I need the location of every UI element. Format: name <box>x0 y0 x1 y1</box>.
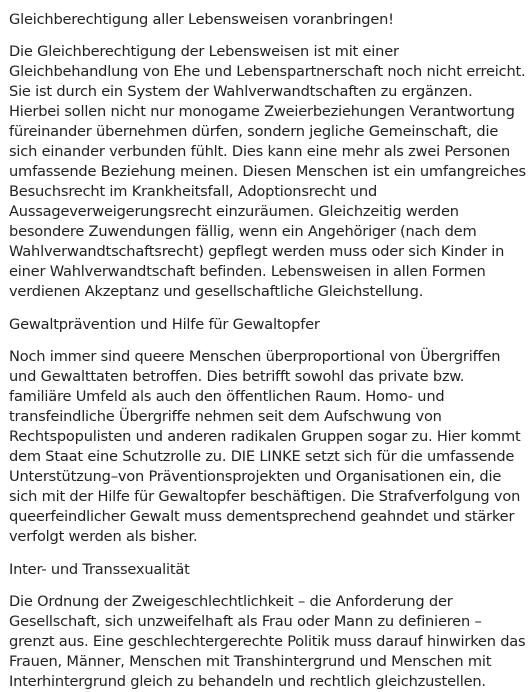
paragraph-inter-transsexualitaet: Die Ordnung der Zweigeschlechtlichkeit – die Anforderung der Gesellschaft, sich unzweifelhaft als Frau oder Mann zu definieren – grenzt aus. Eine geschlechtergerechte Politik muss darauf hinwirken das Frauen, Männer, Menschen mit Transhintergrund und Menschen mit Interhintergrund gleich zu behandeln und rechtlich gleichzustellen. <box>9 593 526 690</box>
section-title-gleichberechtigung: Gleichberechtigung aller Lebensweisen voranbringen! <box>9 11 394 28</box>
paragraph-gleichberechtigung: Die Gleichberechtigung der Lebensweisen ist mit einer Gleichbehandlung von Ehe und Lebenspartnerschaft noch nicht erreicht. Sie ist durch ein System der Wahlverwandtschaften zu ergänzen. Hierbei sollen nicht nur monogame Zweierbeziehungen Verantwortung füreinander übernehmen dürfen, sondern jegliche Gemeinschaft, die sich einander verbunden fühlt. Dies kann eine mehr als zwei Personen umfassende Beziehung meinen. Diesen Menschen ist ein umfangreiches Besuchsrecht im Krankheitsfall, Adoptionsrecht und Aussageverweigerungsrecht einzuräumen. Gleichzeitig werden besondere Zuwendungen fällig, wenn ein Angehöriger (nach dem Wahlverwandtschaftsrecht) gepflegt werden muss oder sich Kinder in einer Wahlverwandtschaft befinden. Lebensweisen in allen Formen verdienen Akzeptanz und gesellschaftliche Gleichstellung. <box>9 43 526 300</box>
section-title-gewaltpraevention: Gewaltprävention und Hilfe für Gewaltopfer <box>9 316 320 333</box>
paragraph-gewaltpraevention: Noch immer sind queere Menschen überproportional von Übergriffen und Gewalttaten betroffen. Dies betrifft sowohl das private bzw. familiäre Umfeld als auch den öffentlichen Raum. Homo- und transfeindliche Übergriffe nehmen seit dem Aufschwung von Rechtspopulisten und anderen radikalen Gruppen sogar zu. Hier kommt dem Staat eine Schutzrolle zu. DIE LINKE setzt sich für die umfassende Unterstützung–von Präventionsprojekten und Organisationen ein, die sich mit der Hilfe für Gewaltopfer beschäftigen. Die Strafverfolgung von queerfeindlicher Gewalt muss dementsprechend geahndet und stärker verfolgt werden als bisher. <box>9 348 521 545</box>
section-title-inter-transsexualitaet: Inter- und Transsexualität <box>9 561 190 578</box>
document-page <box>9 0 527 692</box>
